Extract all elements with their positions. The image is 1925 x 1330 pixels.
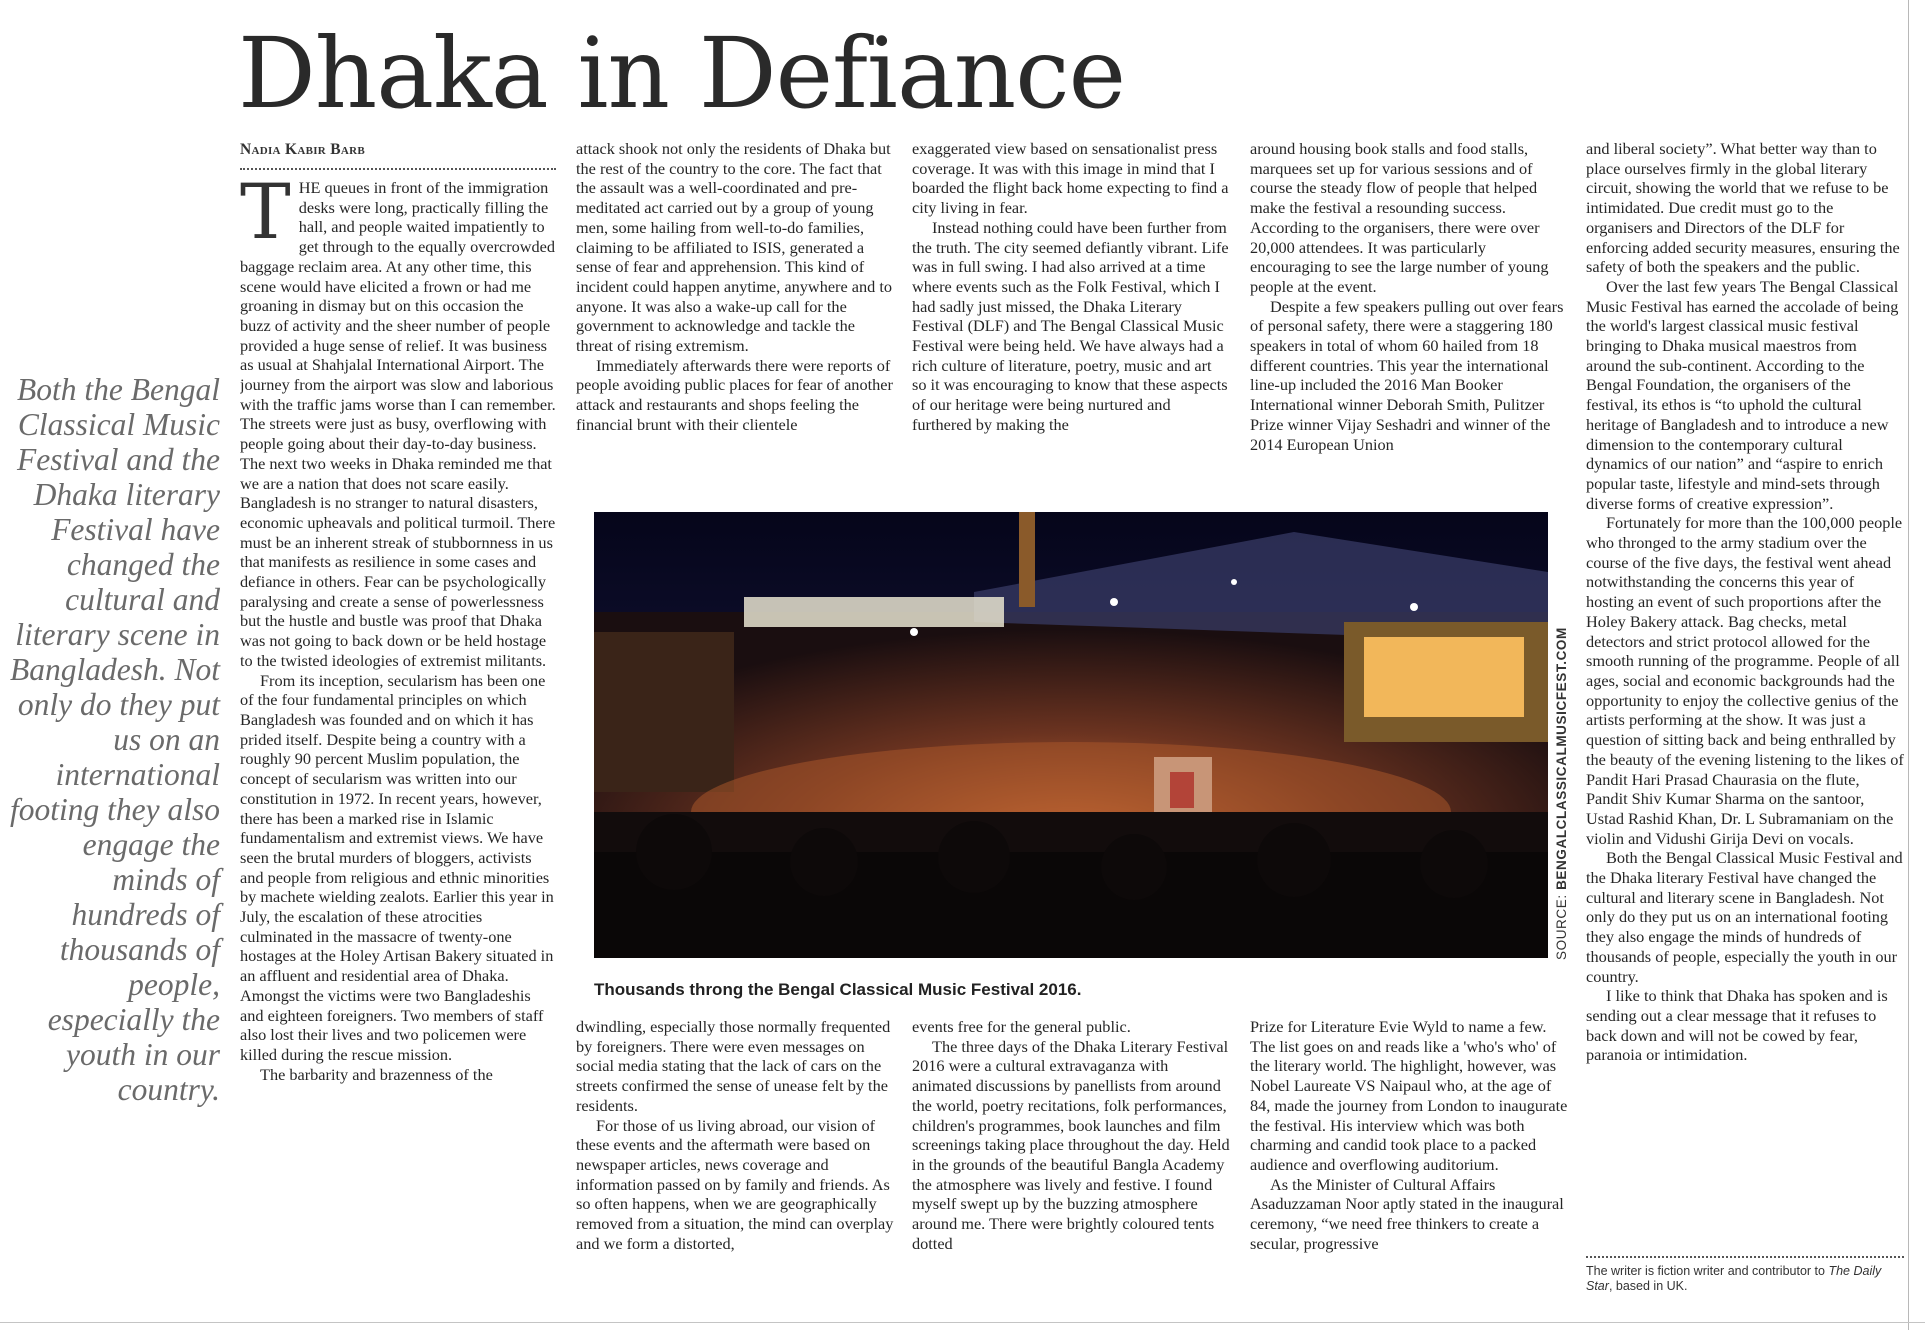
paragraph: Instead nothing could have been further from the truth. The city seemed defiantly vibrant. Life was in full swing. I had also arrived at a time where events such as the Folk Festival, which I had sadly just missed, the Dhaka Literary Festival (DLF) and The Bengal Classical Music Festival were being held. We have always had a rich culture of literature, poetry, music and art so it was encouraging to know that these aspects of our heritage were being nurtured and furthered by making the [912,217,1229,434]
paragraph: attack shook not only the residents of Dhaka but the rest of the country to the core. The fact that the assault was a well-coordinated and pre-meditated act carried out by a group of young men, some hailing from well-to-do families, claiming to be affiliated to ISIS, generated a sense of fear and apprehension. This kind of incident could happen anytime, anywhere and to anyone. It was also a wake-up call for the government to acknowledge and tackle the threat of rising extremism. [576,139,893,356]
article-column-2-bottom [576,1017,894,1307]
paragraph: As the Minister of Cultural Affairs Asaduzzaman Noor aptly stated in the inaugural ceremony, “we need free thinkers to create a secular, progressive [1250,1174,1564,1253]
festival-photo [594,512,1548,958]
drop-cap: T [240,167,291,256]
paragraph: I like to think that Dhaka has spoken and is sending out a clear message that it refuses to back down and will not be cowed by fear, paranoia or intimidation. [1586,986,1888,1065]
photo-credit-label: SOURCE: [1554,894,1569,960]
photo-caption: Thousands throng the Bengal Classical Music Festival 2016. [594,980,1082,999]
paragraph: Despite a few speakers pulling out over fears of personal safety, there were a staggering 180 speakers in total of whom 60 hailed from 18 different countries. This year the international line-up included the 2016 Man Booker International winner Deborah Smith, Pulitzer Prize winner Vijay Seshadri and winner of the 2014 European Union [1250,296,1564,454]
byline: Nadia Kabir Barb [240,141,365,158]
paragraph: Immediately afterwards there were reports of people avoiding public places for fear of another attack and restaurants and shops feeling the financial brunt with their clientele [576,355,893,434]
footnote-post: , based in UK. [1608,1279,1688,1293]
paragraph: Fortunately for more than the 100,000 people who thronged to the army stadium over the course of the five days, the festival went ahead notwithstanding the concerns this year of hosting an event of such proportions after the Holey Bakery attack. Bag checks, metal detectors and strict protocol allowed for the smooth running of the programme. People of all ages, social and economic backgrounds had the opportunity to enjoy the collective genius of the artists performing at the show. It was just a question of sitting back and being enthralled by the beauty of the evening listening to the likes of Pandit Hari Prasad Chaurasia on the flute, Pandit Shiv Kumar Sharma on the santoor, Ustad Rashid Khan, Dr. L Subramaniam on the violin and Vidushi Girija Devi on vocals. [1586,513,1904,848]
festival-photo-illustration [594,512,1548,958]
paragraph: events free for the general public. [912,1017,1131,1036]
paragraph: The three days of the Dhaka Literary Festival 2016 were a cultural extravaganza with animated discussions by panellists from around the world, poetry recitations, folk performances, children's programmes, book launches and film screenings taking place throughout the day. Held in the grounds of the beautiful Bangla Academy the atmosphere was lively and festive. I found myself swept up by the buzzing atmosphere around me. There were brightly coloured tents dotted [912,1036,1230,1253]
paragraph: From its inception, secularism has been one of the four fundamental principles on which Bangladesh was founded and on which it has prided itself. Despite being a country with a roughly 90 percent Muslim population, the concept of secularism was written into our constitution in 1972. In recent years, however, there has been a marked rise in Islamic fundamentalism and extremist views. We have seen the brutal murders of bloggers, activists and people from religious and ethnic minorities by machete wielding zealots. Earlier this year in July, the escalation of these atrocities culminated in the massacre of twenty-one hostages at the Holey Artisan Bakery situated in an affluent and residential area of Dhaka. Amongst the victims were two Bangladeshis and eighteen foreigners. Two members of staff also lost their lives and two policemen were killed during the rescue mission. [240,670,554,1064]
paragraph-text: HE queues in front of the immigration desks were long, practically filling the hall, and people waited impatiently to get through to the equally overcrowded baggage reclaim area. At any other time, this scene would have elicited a frown or had me groaning in dismay but on this occasion the buzz of activity and the sheer number of people provided a huge sense of relief. It was business as usual at Shahjalal International Airport. The journey from the airport was slow and laborious with the traffic jams worse than I can remember. The streets were just as busy, overflowing with people going about their day-to-day business. The next two weeks in Dhaka reminded me that we are a nation that does not scare easily. Bangladesh is no stranger to natural disasters, economic upheavals and political turmoil. There must be an inherent streak of stubbornness in us that manifests as resilience in some cases and defiance in others. Fear can be psychologically paralysing and create a sense of powerlessness but the hustle and bustle was proof that Dhaka was not going to back down or be held hostage to the twisted ideologies of extremist militants. [240,178,556,670]
article-column-3-top [912,139,1230,499]
photo-credit-source: BENGALCLASSICALMUSICFEST.COM [1554,627,1569,890]
paragraph: and liberal society”. What better way than to place ourselves firmly in the global literary circuit, showing the world that we refuse to be intimidated. Due credit must go to the organisers and Directors of the DLF for enforcing added security measures, ensuring the safety of both the speakers and the public. [1586,139,1900,277]
headline: Dhaka in Defiance [238,17,1125,130]
writer-note [1586,1256,1904,1306]
article-column-4-top [1250,139,1568,499]
paragraph: Prize for Literature Evie Wyld to name a few. The list goes on and reads like a 'who's who' of the literary world. The highlight, however, was Nobel Laureate VS Naipaul who, at the age of 84, made the journey from London to inaugurate the festival. His interview which was both charming and candid took place to a packed audience and overflowing auditorium. [1250,1017,1568,1174]
pull-quote: Both the Bengal Classical Music Festival and the Dhaka literary Festival have changed the cultural and literary scene in Bangladesh. Not only do they put us on an international footing they also engage the minds of hundreds of thousands of people, especially the youth in our country. [10,372,220,1107]
page-edge-rule [1908,0,1909,1330]
article-column-4-bottom [1250,1017,1568,1307]
footnote-pre: The writer is fiction writer and contributor to [1586,1264,1829,1278]
photo-credit [1549,627,1575,960]
paragraph [240,167,556,671]
footnote-text [1586,1264,1904,1294]
paragraph: exaggerated view based on sensationalist press coverage. It was with this image in mind that I boarded the flight back home expecting to find a city living in fear. [912,139,1229,218]
paragraph: around housing book stalls and food stalls, marquees set up for various sessions and of course the steady flow of people that helped make the festival a resounding success. According to the organisers, there were over 20,000 attendees. It was particularly encouraging to see the large number of young people at the event. [1250,139,1549,296]
article-column-5 [1586,139,1904,1259]
paragraph: Over the last few years The Bengal Classical Music Festival has earned the accolade of being the world's largest classical music festival bringing to Dhaka musical maestros from around the sub-continent. According to the Bengal Foundation, the organisers of the festival, its ethos is “to uphold the cultural heritage of Bangladesh and to introduce a new dimension to the contemporary cultural dynamics of our nation” and “aspire to enrich popular taste, lifestyle and mind-sets through diverse forms of creative expression”. [1586,276,1899,513]
paragraph: Both the Bengal Classical Music Festival and the Dhaka literary Festival have changed the cultural and literary scene in Bangladesh. Not only do they put us on an international footing they also engage the minds of hundreds of thousands of people, especially the youth in our country. [1586,848,1903,986]
paragraph: The barbarity and brazenness of the [260,1064,493,1084]
footnote-divider [1586,1256,1904,1258]
page-bottom-rule [0,1322,1925,1323]
paragraph: dwindling, especially those normally frequented by foreigners. There were even messages on social media stating that the lack of cars on the streets confirmed the sense of unease felt by the residents. [576,1017,891,1115]
article-column-3-bottom [912,1017,1230,1307]
footnote-publication: The Daily Star [1586,1264,1882,1293]
article-column-2-top [576,139,894,499]
article-column-1 [240,139,556,1311]
paragraph: For those of us living abroad, our vision of these events and the aftermath were based on newspaper articles, news coverage and information passed on by family and friends. As so often happens, when we are geographically removed from a situation, the mind can overplay and we form a distorted, [576,1115,894,1253]
